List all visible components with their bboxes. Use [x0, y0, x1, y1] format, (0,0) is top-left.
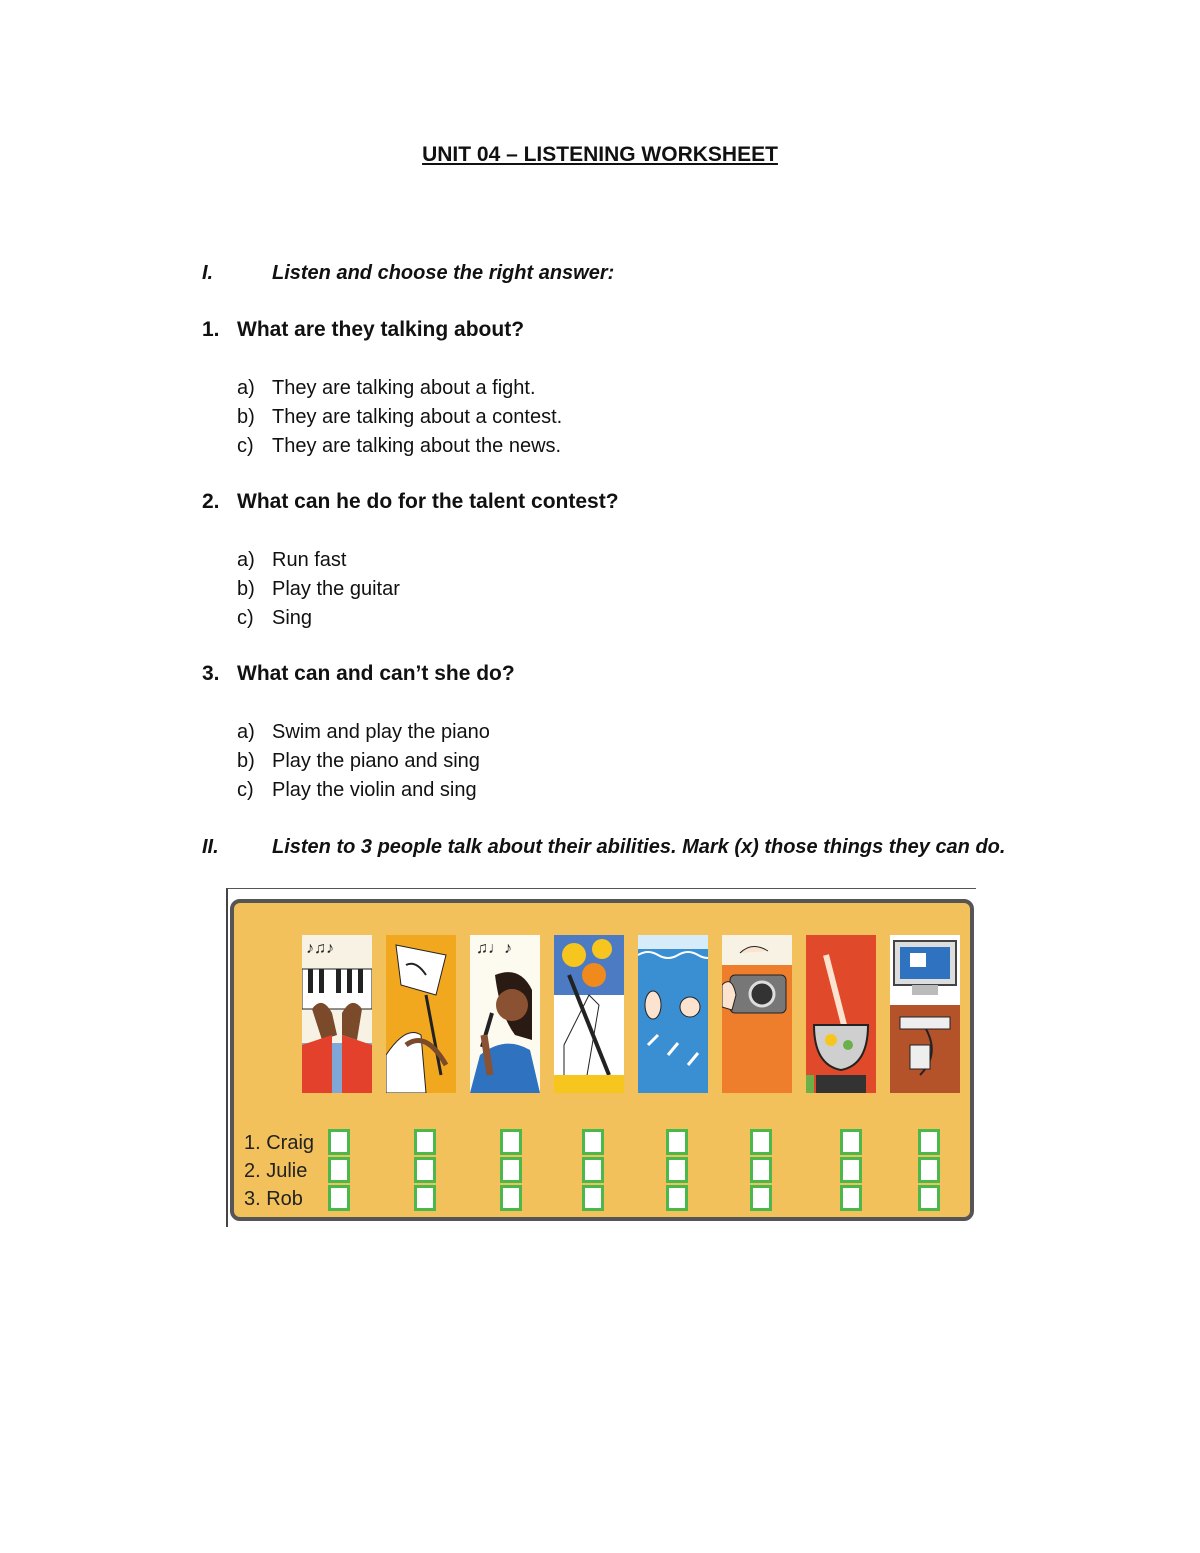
- checkbox[interactable]: [582, 1157, 604, 1183]
- checkbox[interactable]: [500, 1185, 522, 1211]
- svg-text:♪♫♪: ♪♫♪: [306, 940, 334, 957]
- camera-icon: [722, 935, 792, 1093]
- question-1-option-a: [237, 377, 536, 400]
- abilities-figure: [226, 888, 976, 1227]
- svg-text:♫♩♪: ♫♩♪: [476, 940, 512, 957]
- question-3: [202, 662, 515, 686]
- question-3-option-c: [237, 779, 477, 802]
- person-name: 3. Rob: [244, 1188, 303, 1210]
- question-2-option-c: [237, 607, 312, 630]
- option-text: Play the guitar: [272, 578, 400, 600]
- question-3-option-a: [237, 721, 490, 744]
- checkbox[interactable]: [750, 1157, 772, 1183]
- option-letter: b): [237, 406, 255, 428]
- singing-icon: [470, 935, 540, 1093]
- question-text: What can he do for the talent contest?: [237, 490, 619, 513]
- section-number: I.: [202, 262, 214, 284]
- piano-icon: [302, 935, 372, 1093]
- question-3-option-b: [237, 750, 480, 773]
- question-number: 2.: [202, 490, 220, 513]
- checkbox[interactable]: [582, 1129, 604, 1155]
- section-1-heading: [202, 262, 614, 285]
- checkbox[interactable]: [414, 1157, 436, 1183]
- checkbox[interactable]: [582, 1185, 604, 1211]
- question-text: What are they talking about?: [237, 318, 525, 341]
- option-letter: c): [237, 435, 254, 457]
- painting-icon: [554, 935, 624, 1093]
- checkbox[interactable]: [500, 1157, 522, 1183]
- checkbox[interactable]: [666, 1185, 688, 1211]
- option-text: Run fast: [272, 549, 347, 571]
- question-1: [202, 318, 524, 342]
- abilities-board: [230, 899, 974, 1221]
- question-number: 3.: [202, 662, 220, 685]
- question-2-option-b: [237, 578, 400, 601]
- person-name: 1. Craig: [244, 1132, 315, 1154]
- option-text: Play the violin and sing: [272, 779, 477, 801]
- question-text: What can and can’t she do?: [237, 662, 515, 685]
- section-instruction: Listen to 3 people talk about their abilities. Mark (x) those things they can do.: [272, 836, 1006, 858]
- people-list: [244, 1129, 314, 1213]
- checkbox[interactable]: [328, 1157, 350, 1183]
- checkbox[interactable]: [414, 1129, 436, 1155]
- question-1-option-c: [237, 435, 561, 458]
- cooking-icon: [806, 935, 876, 1093]
- checkbox[interactable]: [750, 1129, 772, 1155]
- checkbox[interactable]: [918, 1185, 940, 1211]
- section-2-heading: [202, 836, 1005, 859]
- checkbox[interactable]: [328, 1129, 350, 1155]
- checkbox[interactable]: [840, 1157, 862, 1183]
- person-name: 2. Julie: [244, 1160, 308, 1182]
- question-1-option-b: [237, 406, 562, 429]
- checkbox[interactable]: [666, 1157, 688, 1183]
- checkbox[interactable]: [750, 1185, 772, 1211]
- option-text: Swim and play the piano: [272, 721, 490, 743]
- option-letter: c): [237, 607, 254, 629]
- worksheet-title: UNIT 04 – LISTENING WORKSHEET: [422, 143, 778, 166]
- section-number: II.: [202, 836, 219, 858]
- option-text: They are talking about a fight.: [272, 377, 536, 399]
- checkbox[interactable]: [500, 1129, 522, 1155]
- option-letter: b): [237, 750, 255, 772]
- checkbox[interactable]: [918, 1129, 940, 1155]
- option-text: Sing: [272, 607, 313, 629]
- option-text: Play the piano and sing: [272, 750, 480, 772]
- computer-icon: [890, 935, 960, 1093]
- question-number: 1.: [202, 318, 220, 341]
- option-letter: a): [237, 377, 255, 399]
- checkbox[interactable]: [918, 1157, 940, 1183]
- option-letter: a): [237, 549, 255, 571]
- checkbox[interactable]: [840, 1129, 862, 1155]
- checkbox[interactable]: [840, 1185, 862, 1211]
- option-letter: c): [237, 779, 254, 801]
- checkbox[interactable]: [328, 1185, 350, 1211]
- option-text: They are talking about the news.: [272, 435, 562, 457]
- option-letter: a): [237, 721, 255, 743]
- option-letter: b): [237, 578, 255, 600]
- checkbox[interactable]: [666, 1129, 688, 1155]
- swimming-icon: [638, 935, 708, 1093]
- checkbox[interactable]: [414, 1185, 436, 1211]
- question-2: [202, 490, 619, 514]
- option-text: They are talking about a contest.: [272, 406, 563, 428]
- section-instruction: Listen and choose the right answer:: [272, 262, 615, 284]
- violin-icon: [386, 935, 456, 1093]
- question-2-option-a: [237, 549, 346, 572]
